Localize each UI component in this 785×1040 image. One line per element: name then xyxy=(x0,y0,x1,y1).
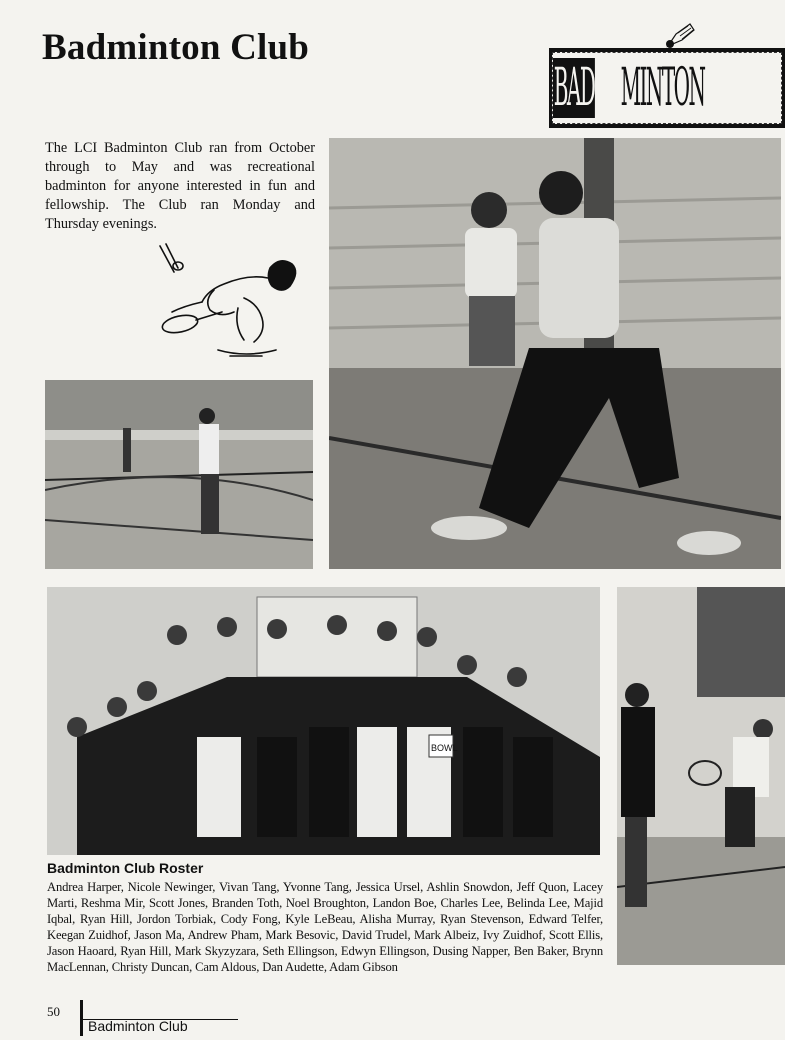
banner-light-text: MINTON xyxy=(620,58,705,118)
shuttlecock-icon xyxy=(662,20,696,50)
page-number: 50 xyxy=(47,1004,60,1019)
group-shirt-text: BOWL xyxy=(431,743,458,753)
photo-smash xyxy=(617,587,785,965)
footer-label: Badminton Club xyxy=(88,1018,188,1034)
banner-word xyxy=(553,58,756,118)
photo-players-rally-image xyxy=(329,138,781,569)
photo-club-group xyxy=(47,587,600,855)
banner-dark-text: BAD xyxy=(553,58,595,118)
footer-bar xyxy=(80,1000,83,1036)
photo-smash-image xyxy=(617,587,785,965)
cartoon-badminton-player xyxy=(152,238,312,368)
roster-names: Andrea Harper, Nicole Newinger, Vivan Tang, Yvonne Tang, Jessica Ursel, Ashlin Snowdon, Jeff Quon, Lacey Marti, Reshma Mir, Scott Jones, Branden Toth, Noel Broughton, Landon Boe, Charles Lee, Belinda Lee, Majid Iqbal, Ryan Hill, Jordon Torbiak, Cody Fong, Kyle LeBeau, Alisha Murray, Ryan Stevenson, Edward Telfer, Keegan Zuidhof, Jason Ma, Andrew Pham, Mark Besovic, David Trudel, Mark Albeiz, Ivy Zuidhof, Scott Ellis, Jason Haoard, Ryan Hill, Mark Skyzyzara, Seth Ellingson, Edwyn Ellingson, Dusing Napper, Ben Baker, Brynn MacLennan, Christy Duncan, Cam Aldous, Dan Audette, Adam Gibson xyxy=(47,880,603,974)
intro-paragraph: The LCI Badminton Club ran from October through to May and was recreational badminton for anyone interested in fun and fellowship. The Club ran Monday and Thursday evenings. xyxy=(45,140,315,232)
banner xyxy=(552,52,782,124)
photo-gym-courts xyxy=(45,380,313,569)
photo-players-rally xyxy=(329,138,781,569)
page-title: Badminton Club xyxy=(42,27,310,68)
photo-club-group-image xyxy=(47,587,600,855)
photo-gym-courts-image xyxy=(45,380,313,569)
roster-heading: Badminton Club Roster xyxy=(47,860,204,876)
